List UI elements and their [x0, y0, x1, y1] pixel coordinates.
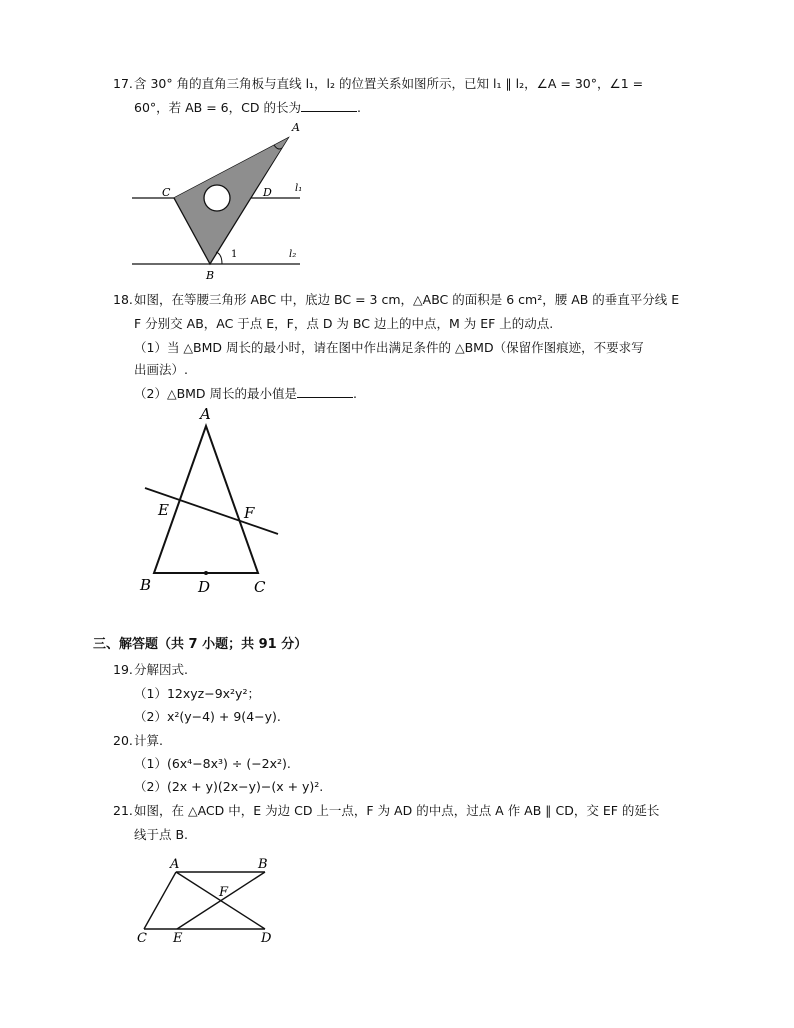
q20-number: 20. [113, 733, 133, 748]
label-B: B [258, 857, 268, 872]
q18-part1-line1: （1）当 △BMD 周长的最小时，请在图中作出满足条件的 △BMD（保留作图痕迹，不要求写 [134, 340, 644, 355]
label-B: B [206, 269, 215, 282]
q18-number: 18. [113, 292, 133, 307]
q18-part2 [134, 386, 357, 402]
label-D: D [198, 578, 211, 596]
label-D: D [261, 931, 272, 946]
q21-text-line2: 线于点 B. [134, 827, 189, 842]
q18-text-line2: F 分别交 AB，AC 于点 E，F，点 D 为 BC 边上的中点，M 为 EF 上的动点. [134, 316, 554, 331]
isosceles-triangle-ABC [154, 426, 258, 573]
q21-text-line1: 如图，在 △ACD 中，E 为边 CD 上一点，F 为 AD 的中点，过点 A 作 AB ∥ CD，交 EF 的延长 [134, 803, 660, 818]
label-A: A [200, 405, 211, 423]
segment-AC [144, 872, 176, 929]
q18-text-line1: 如图，在等腰三角形 ABC 中，底边 BC = 3 cm，△ABC 的面积是 6 cm²，腰 AB 的垂直平分线 E [134, 292, 680, 307]
label-C: C [254, 578, 266, 596]
q20-title: 计算. [134, 733, 163, 748]
label-C: C [162, 186, 171, 199]
label-F: F [219, 885, 229, 900]
section-3-heading: 三、解答题（共 7 小题；共 91 分） [93, 637, 308, 652]
label-A: A [292, 121, 300, 134]
q17-figure [120, 118, 320, 286]
q20-part1: （1）(6x⁴−8x³) ÷ (−2x²). [134, 756, 291, 771]
q18-part2-text: （2）△BMD 周长的最小值是 [134, 386, 298, 401]
q17-text-line1: 含 30° 角的直角三角板与直线 l₁，l₂ 的位置关系如图所示，已知 l₁ ∥ l₂，∠A = 30°，∠1 = [134, 76, 644, 91]
label-l2: l₂ [289, 249, 297, 260]
q17-period: . [356, 100, 361, 115]
q17-text-line2 [134, 100, 361, 116]
q20-part2: （2）(2x + y)(2x−y)−(x + y)². [134, 779, 324, 794]
triangle-hole [204, 185, 230, 211]
label-angle1: 1 [231, 249, 238, 260]
q19-part2: （2）x²(y−4) + 9(4−y). [134, 709, 281, 724]
label-l1: l₁ [295, 183, 303, 194]
q17-text: 60°，若 AB = 6，CD 的长为 [134, 100, 301, 115]
q21-figure [130, 852, 290, 948]
q19-number: 19. [113, 662, 133, 677]
q18-figure [130, 402, 290, 598]
point-D [204, 571, 208, 575]
label-D: D [263, 186, 272, 199]
q17-number: 17. [113, 76, 133, 91]
label-E: E [173, 931, 183, 946]
label-C: C [137, 931, 147, 946]
q19-title: 分解因式. [134, 662, 188, 677]
q17-answer-blank[interactable] [301, 111, 357, 112]
label-B: B [140, 576, 152, 594]
label-F: F [244, 504, 255, 522]
q21-number: 21. [113, 803, 133, 818]
q18-answer-blank[interactable] [297, 397, 353, 398]
q19-part1: （1）12xyz−9x²y²； [134, 686, 260, 701]
q18-part1-line2: 出画法）. [134, 362, 188, 377]
label-E: E [158, 501, 169, 519]
label-A: A [170, 857, 180, 872]
q18-period: . [353, 386, 358, 401]
